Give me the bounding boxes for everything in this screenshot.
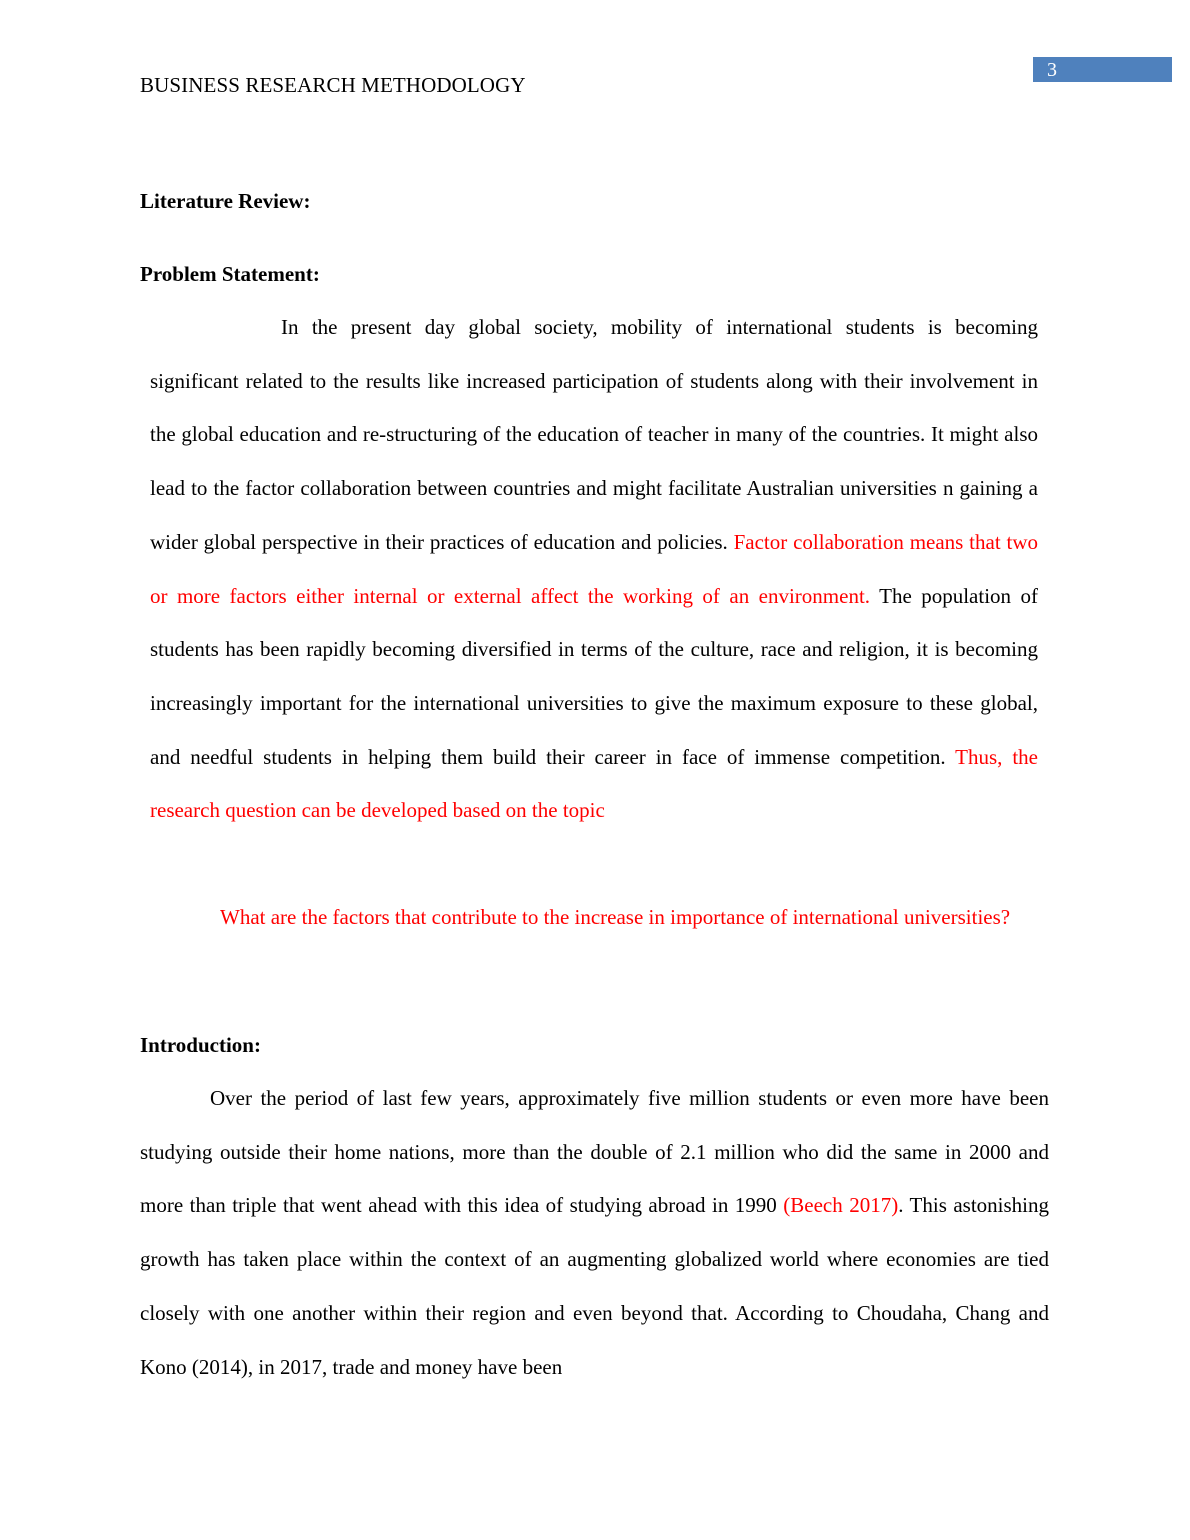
problem-statement-paragraph [150,301,1038,838]
intro-text-2: . This astonishing growth has taken place within the context of an augmenting globalized world where economies are tied closely with one another within their region and even beyond that. According to Choudaha, Chang and Kono (2014), in 2017, trade and money have been [140,1193,1049,1379]
research-question: What are the factors that contribute to the increase in importance of international universities? [220,905,1011,929]
research-question-lead: Thus, the research question can be developed based on the topic [150,744,1038,823]
problem-text-2: The population of students has been rapidly becoming diversified in terms of the culture, race and religion, it is becoming increasingly important for the international universities to give the maximum exposure to these global, and needful students in helping them build their career in face of immense competition. [150,583,1038,769]
literature-review-heading: Literature Review: [140,189,311,213]
introduction-heading: Introduction: [140,1033,261,1057]
problem-text-1: In the present day global society, mobility of international students is becoming significant related to the results like increased participation of students along with their involvement in the global education and re-structuring of the education of teacher in many of the countries. It might also lead to the factor collaboration between countries and might facilitate Australian universities n gaining a wider global perspective in their practices of education and policies. [150,315,1038,554]
page-number: 3 [1047,59,1057,81]
problem-statement-heading: Problem Statement: [140,262,320,286]
intro-text-1: Over the period of last few years, approximately five million students or even more have been studying outside their home nations, more than the double of 2.1 million who did the same in 2000 and more than triple that went ahead with this idea of studying abroad in 1990 [140,1086,1049,1218]
citation-beech: (Beech 2017) [783,1193,899,1218]
running-header: BUSINESS RESEARCH METHODOLOGY [140,73,526,97]
introduction-paragraph [140,1072,1049,1394]
factor-collaboration-definition: Factor collaboration means that two or more factors either internal or external affect the working of an environment. [150,529,1038,608]
page-number-badge [1033,57,1172,82]
